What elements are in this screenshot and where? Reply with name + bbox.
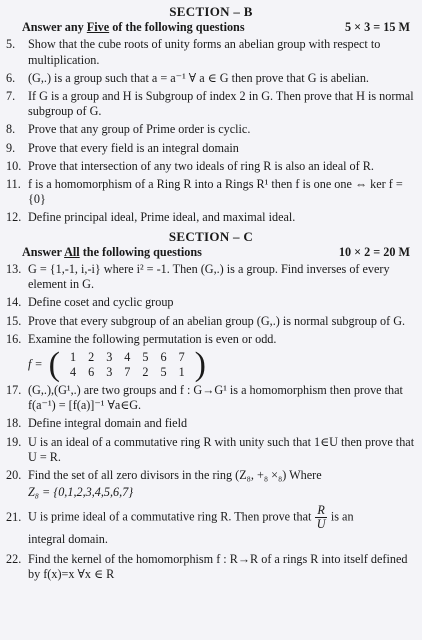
section-c-instruction-text: [22, 245, 202, 260]
section-c-title: SECTION – C: [168, 228, 254, 244]
perm-cell: 7: [124, 365, 131, 380]
question-text: Find the kernel of the homomorphism f : R→R of a rings R into itself defined by f(x)=x ∀x ∈ R: [28, 551, 408, 581]
question-text: Prove that intersection of any two ideals of ring R is also an ideal of R.: [28, 158, 374, 173]
z8-set-definition: Z₈ = {0,1,2,3,4,5,6,7}: [28, 485, 134, 500]
question-number: 11.: [6, 177, 21, 192]
question-10: [6, 159, 416, 174]
question-text: (G,.),(G¹,.) are two groups and f : G→G¹ is a homomorphism then prove that f(a⁻¹) = [f(a)]⁻¹ ∀a∈G.: [28, 383, 403, 413]
question-text: Define principal ideal, Prime ideal, and maximal ideal.: [28, 210, 296, 225]
perm-cell: 1: [178, 365, 185, 380]
fraction-denominator: U: [316, 517, 326, 532]
question-21: [6, 504, 416, 531]
question-text-after: is an: [330, 509, 354, 524]
perm-cell: 4: [70, 365, 77, 380]
question-text: U is an ideal of a commutative ring R with unity such that 1∈U then prove that U = R.: [28, 434, 415, 464]
question-number: 22.: [6, 551, 22, 566]
question-text: Show that the cube roots of unity forms an abelian group with respect to multiplication.: [28, 37, 381, 67]
question-number: 10.: [6, 158, 22, 173]
question-22: [6, 552, 416, 582]
question-number: 19.: [6, 434, 22, 449]
left-paren: (: [48, 346, 60, 384]
instruction-emphasis: Five: [86, 20, 110, 35]
question-number: 15.: [6, 313, 22, 328]
question-number: 12.: [6, 210, 22, 225]
question-18: [6, 416, 416, 431]
question-text: Prove that every field is an integral domain: [28, 140, 239, 155]
question-text: G = {1,-1, i,-i} where i² = -1. Then (G,.) is a group. Find inverses of every element in G.: [28, 262, 390, 292]
question-text: Find the set of all zero divisors in the ring (Z₈, +₈ ×₈) Where: [28, 468, 322, 483]
instruction-prefix: Answer any: [22, 20, 87, 35]
perm-cell: 6: [160, 350, 167, 365]
question-number: 5.: [6, 37, 16, 52]
permutation-name: f =: [28, 357, 43, 372]
question-text: Prove that any group of Prime order is cyclic.: [28, 122, 251, 137]
instruction-emphasis: All: [64, 244, 80, 259]
perm-cell: 3: [106, 365, 113, 380]
question-text: Define integral domain and field: [28, 416, 188, 431]
perm-cell: 6: [88, 365, 95, 380]
question-number: 18.: [6, 416, 22, 431]
fraction-numerator: R: [317, 503, 325, 518]
permutation-top-row: [64, 350, 191, 365]
instruction-prefix: Answer: [22, 244, 65, 259]
question-19: [6, 435, 416, 465]
perm-cell: 7: [178, 350, 185, 365]
section-b-title: SECTION – B: [169, 4, 253, 19]
question-number: 7.: [6, 89, 16, 104]
question-number: 14.: [6, 295, 22, 310]
perm-cell: 1: [70, 350, 77, 365]
question-text: Define coset and cyclic group: [28, 295, 174, 310]
question-text-before: U is prime ideal of a commutative ring R. Then prove that: [28, 509, 312, 524]
perm-cell: 2: [88, 350, 95, 365]
question-text: Examine the following permutation is even or odd.: [28, 331, 277, 346]
question-number: 8.: [6, 122, 16, 137]
question-6: [6, 71, 416, 86]
instruction-suffix: the following questions: [79, 244, 202, 259]
perm-cell: 4: [124, 350, 131, 365]
permutation-bottom-row: [64, 365, 191, 380]
question-13: [6, 262, 416, 292]
question-number: 20.: [6, 468, 22, 483]
question-number: 13.: [6, 262, 22, 277]
question-text: Prove that every subgroup of an abelian group (G,.) is normal subgroup of G.: [28, 313, 406, 328]
question-number: 17.: [6, 383, 22, 398]
section-c-instruction: [22, 245, 416, 260]
perm-cell: 2: [142, 365, 149, 380]
question-11: [6, 177, 416, 207]
question-17: [6, 383, 416, 413]
question-7: [6, 89, 416, 119]
instruction-suffix: of the following questions: [109, 20, 245, 35]
perm-cell: 5: [142, 350, 149, 365]
perm-cell: 3: [106, 350, 113, 365]
question-text: [28, 504, 416, 531]
question-8: [6, 122, 416, 137]
question-14: [6, 295, 416, 310]
question-9: [6, 141, 416, 156]
section-c-marks: 10 × 2 = 20 M: [338, 244, 410, 259]
question-16: [6, 332, 416, 347]
question-15: [6, 314, 416, 329]
right-paren: ): [194, 346, 206, 384]
question-number: 9.: [6, 140, 16, 155]
question-text: f is a homomorphism of a Ring R into a Rings R¹ then f is one one ⇔ ker f = {0}: [28, 177, 403, 207]
section-b-questions: [6, 37, 416, 225]
permutation-matrix: [64, 350, 191, 380]
question-20: [6, 468, 416, 483]
question-21-line2: integral domain.: [28, 532, 108, 547]
perm-cell: 5: [160, 365, 167, 380]
question-12: [6, 210, 416, 225]
permutation: [28, 346, 416, 384]
question-number: 6.: [6, 70, 16, 85]
question-text: If G is a group and H is Subgroup of index 2 in G. Then prove that H is normal subgroup of G.: [28, 89, 414, 119]
section-b-instruction: [22, 20, 416, 35]
question-number: 16.: [6, 331, 22, 346]
question-text: (G,.) is a group such that a = a⁻¹ ∀ a ∈ G then prove that G is abelian.: [28, 70, 369, 85]
quotient-ring: [315, 504, 326, 531]
section-b-marks: 5 × 3 = 15 M: [344, 20, 410, 35]
question-5: [6, 37, 416, 67]
question-number: 21.: [6, 510, 22, 525]
section-b-instruction-text: [22, 20, 245, 35]
